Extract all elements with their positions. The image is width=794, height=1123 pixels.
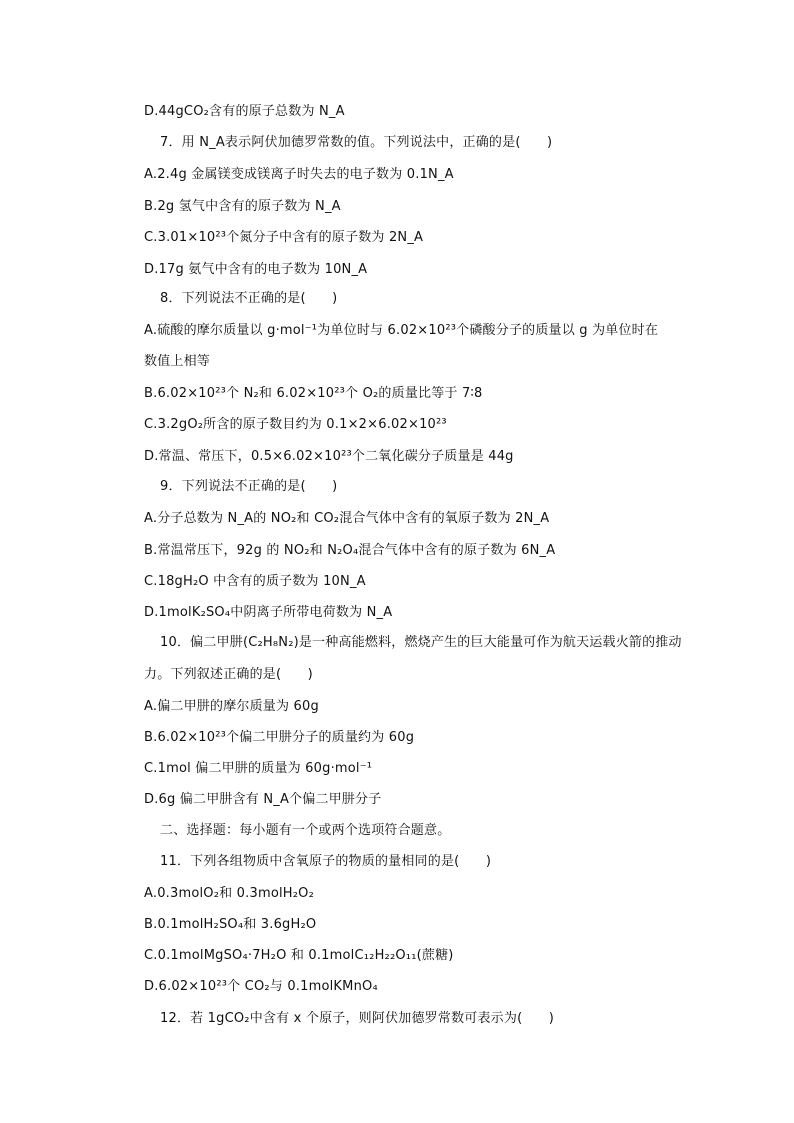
option-7d: D.17g 氨气中含有的电子数为 10N_A bbox=[144, 262, 368, 277]
option-11d: D.6.02×10²³个 CO₂与 0.1molKMnO₄ bbox=[144, 979, 378, 994]
option-10b: B.6.02×10²³个偏二甲肼分子的质量约为 60g bbox=[144, 730, 415, 745]
question-10-cont: 力。下列叙述正确的是( ) bbox=[144, 667, 313, 682]
option-11a: A.0.3molO₂和 0.3molH₂O₂ bbox=[144, 886, 315, 901]
option-9b: B.常温常压下，92g 的 NO₂和 N₂O₄混合气体中含有的原子数为 6N_A bbox=[144, 543, 556, 558]
option-8a-cont: 数值上相等 bbox=[144, 354, 211, 369]
question-9: 9．下列说法不正确的是( ) bbox=[160, 479, 338, 494]
question-12: 12．若 1gCO₂中含有 x 个原子，则阿伏加德罗常数可表示为( ) bbox=[160, 1011, 555, 1026]
question-8: 8．下列说法不正确的是( ) bbox=[160, 291, 338, 306]
option-7b: B.2g 氢气中含有的原子数为 N_A bbox=[144, 199, 341, 214]
option-11b: B.0.1molH₂SO₄和 3.6gH₂O bbox=[144, 917, 317, 932]
option-8b: B.6.02×10²³个 N₂和 6.02×10²³个 O₂的质量比等于 7∶8 bbox=[144, 386, 483, 401]
option-10d: D.6g 偏二甲肼含有 N_A个偏二甲肼分子 bbox=[144, 792, 382, 807]
question-11: 11．下列各组物质中含氧原子的物质的量相同的是( ) bbox=[160, 854, 492, 869]
question-10: 10．偏二甲肼(C₂H₈N₂)是一种高能燃料，燃烧产生的巨大能量可作为航天运载火箭的推动 bbox=[160, 635, 682, 650]
option-8c: C.3.2gO₂所含的原子数目约为 0.1×2×6.02×10²³ bbox=[144, 417, 447, 432]
option-10a: A.偏二甲肼的摩尔质量为 60g bbox=[144, 699, 319, 714]
option-10c: C.1mol 偏二甲肼的质量为 60g·mol⁻¹ bbox=[144, 761, 373, 776]
option-9a: A.分子总数为 N_A的 NO₂和 CO₂混合气体中含有的氧原子数为 2N_A bbox=[144, 511, 550, 526]
section-heading: 二、选择题：每小题有一个或两个选项符合题意。 bbox=[160, 823, 451, 838]
option-11c: C.0.1molMgSO₄·7H₂O 和 0.1molC₁₂H₂₂O₁₁(蔗糖) bbox=[144, 948, 454, 963]
option-7a: A.2.4g 金属镁变成镁离子时失去的电子数为 0.1N_A bbox=[144, 167, 454, 182]
question-7: 7．用 N_A表示阿伏加德罗常数的值。下列说法中，正确的是( ) bbox=[160, 135, 553, 150]
option-8d: D.常温、常压下，0.5×6.02×10²³个二氧化碳分子质量是 44g bbox=[144, 449, 514, 464]
option-6d: D.44gCO₂含有的原子总数为 N_A bbox=[144, 104, 345, 119]
option-9c: C.18gH₂O 中含有的质子数为 10N_A bbox=[144, 574, 366, 589]
option-7c: C.3.01×10²³个氮分子中含有的原子数为 2N_A bbox=[144, 230, 424, 245]
option-8a: A.硫酸的摩尔质量以 g·mol⁻¹为单位时与 6.02×10²³个磷酸分子的质量以 g 为单位时在 bbox=[144, 323, 659, 338]
option-9d: D.1molK₂SO₄中阴离子所带电荷数为 N_A bbox=[144, 605, 393, 620]
